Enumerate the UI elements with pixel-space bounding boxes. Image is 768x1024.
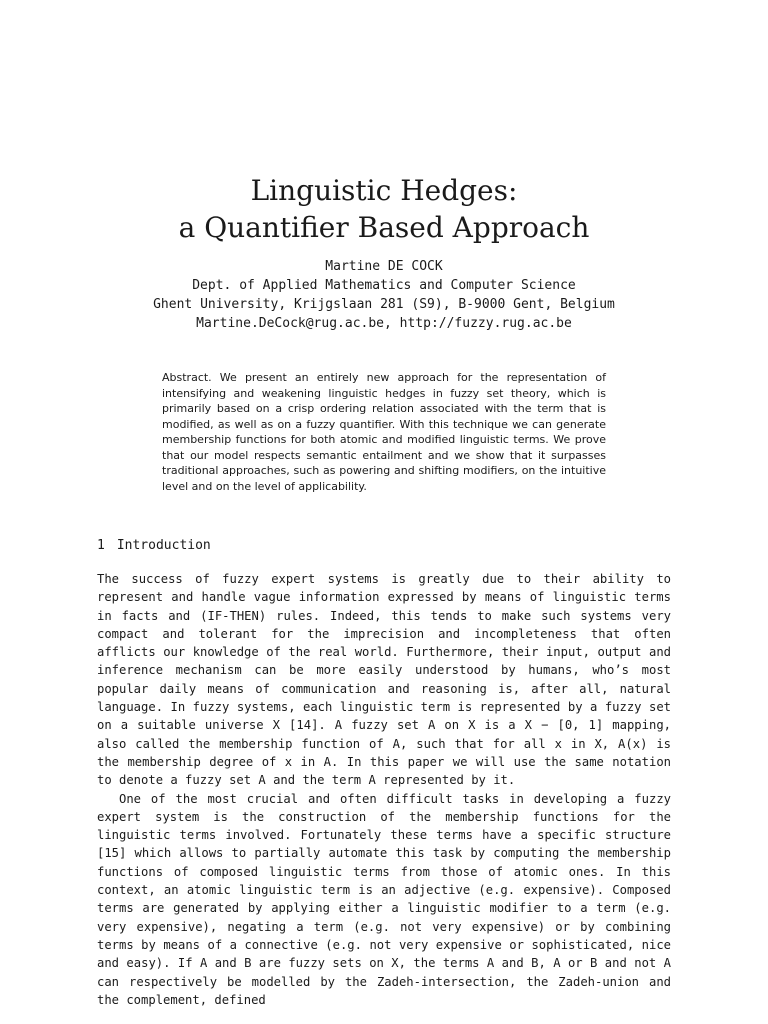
body-text bbox=[97, 570, 671, 1009]
paragraph-2: One of the most crucial and often difficult tasks in developing a fuzzy expert system is the construction of the membership functions for the linguistic terms involved. Fortunately these terms have a specific structure [15] which allows to partially automate this task by computing the membership functions of composed linguistic terms from those of atomic ones. In this context, an atomic linguistic term is an adjective (e.g. expensive). Composed terms are generated by applying either a linguistic modifier to a term (e.g. very expensive), negating a term (e.g. not very expensive) or by combining terms by means of a connective (e.g. not very expensive or sophisticated, nice and easy). If A and B are fuzzy sets on X, the terms A and B, A or B and not A can respectively be modelled by the Zadeh-intersection, the Zadeh-union and the complement, defined bbox=[97, 791, 671, 1007]
section-heading bbox=[97, 537, 211, 555]
author-block bbox=[0, 257, 768, 333]
paper-title bbox=[0, 172, 768, 246]
author-contact: Martine.DeCock@rug.ac.be, http://fuzzy.rug.ac.be bbox=[196, 316, 572, 331]
section-title: Introduction bbox=[116, 538, 211, 553]
title-line-1: Linguistic Hedges: bbox=[250, 174, 518, 207]
paragraph-1: The success of fuzzy expert systems is greatly due to their ability to represent and handle vague information expressed by means of linguistic terms in facts and (IF-THEN) rules. Indeed, this tends to make such systems very compact and tolerant for the imprecision and incompleteness that often afflicts our knowledge of the real world. Furthermore, their input, output and inference mechanism can be more easily understood by humans, who’s most popular daily means of communication and reasoning is, after all, natural language. In fuzzy systems, each linguistic term is represented by a fuzzy set on a suitable universe X [14]. A fuzzy set A on X is a X − [0, 1] mapping, also called the membership function of A, such that for all x in X, A(x) is the membership degree of x in A. In this paper we will use the same notation to denote a fuzzy set A and the term A represented by it. bbox=[97, 572, 671, 788]
section-number: 1 bbox=[97, 538, 105, 553]
abstract: Abstract. We present an entirely new approach for the representation of intensifying and weakening linguistic hedges in fuzzy set theory, which is primarily based on a crisp ordering relation associated with the term that is modified, as well as on a fuzzy quantifier. With this technique we can generate membership functions for both atomic and modified linguistic terms. We prove that our model respects semantic entailment and we show that it surpasses traditional approaches, such as powering and shifting modifiers, on the intuitive level and on the level of applicability. bbox=[162, 371, 606, 493]
affiliation-department: Dept. of Applied Mathematics and Computer Science bbox=[192, 278, 576, 293]
title-line-2: a Quantifier Based Approach bbox=[178, 211, 590, 244]
affiliation-address: Ghent University, Krijgslaan 281 (S9), B-9000 Gent, Belgium bbox=[153, 297, 615, 312]
author-name: Martine DE COCK bbox=[325, 259, 443, 274]
